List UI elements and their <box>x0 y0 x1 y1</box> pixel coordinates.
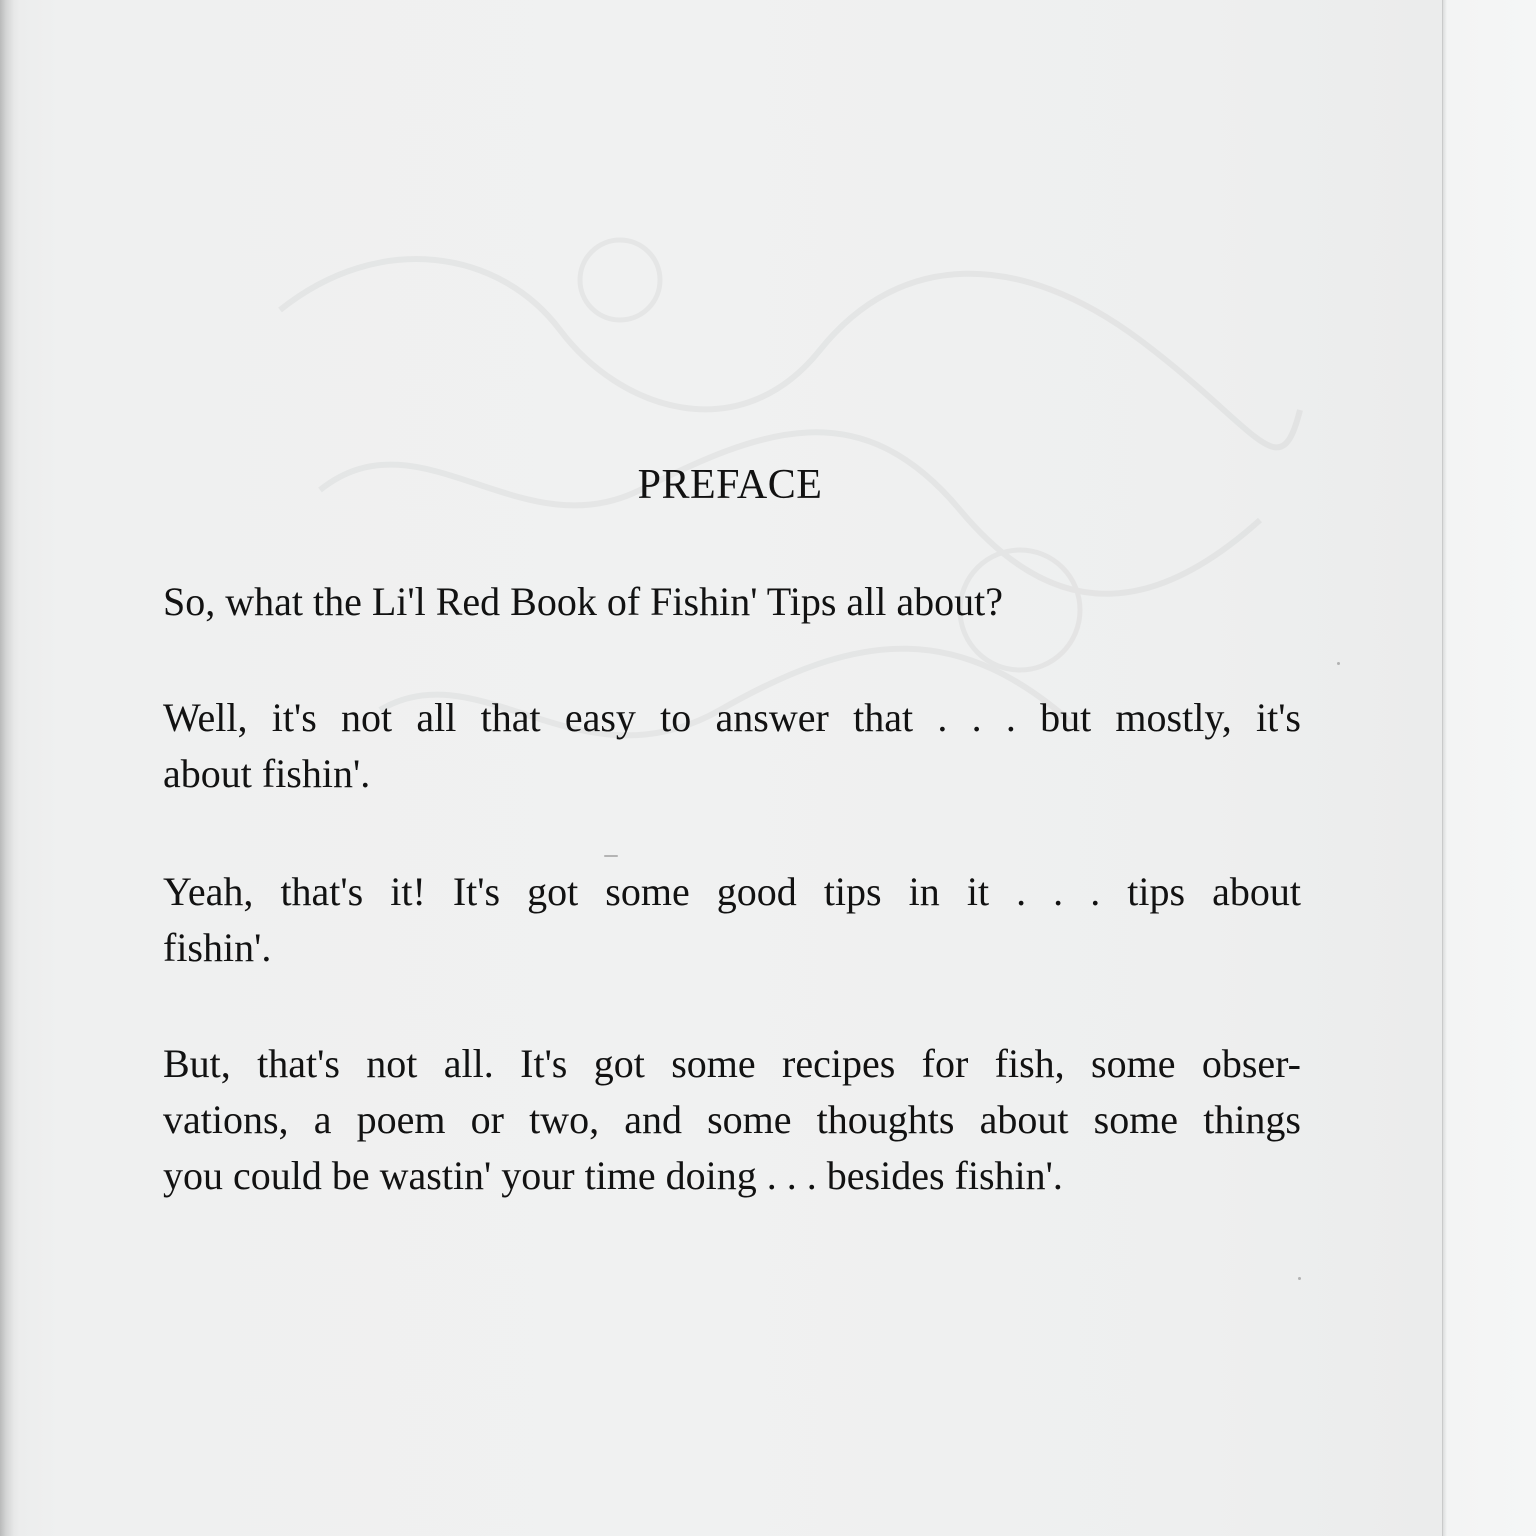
paper-speck <box>604 855 618 857</box>
page-heading: PREFACE <box>637 462 823 508</box>
text-line: But, that's not all. It's got some recipes for fish, some obser- <box>163 1041 1301 1086</box>
text-line: fishin'. <box>163 925 272 970</box>
text-line: Well, it's not all that easy to answer that . . . but mostly, it's <box>163 695 1301 740</box>
text-line: you could be wastin' your time doing . . . besides fishin'. <box>163 1153 1063 1198</box>
paper-speck <box>1298 1277 1301 1280</box>
paragraph-1 <box>163 574 1301 630</box>
paragraph-4 <box>163 1036 1301 1204</box>
paragraph-3 <box>163 864 1301 976</box>
text-line: Yeah, that's it! It's got some good tips in it . . . tips about <box>163 869 1301 914</box>
paragraph-2 <box>163 690 1301 802</box>
next-page-edge <box>1442 0 1536 1536</box>
paper-speck <box>1337 662 1340 665</box>
text-line: vations, a poem or two, and some thoughts about some things <box>163 1097 1301 1142</box>
text-line: So, what the Li'l Red Book of Fishin' Tips all about? <box>163 579 1003 624</box>
text-line: about fishin'. <box>163 751 371 796</box>
